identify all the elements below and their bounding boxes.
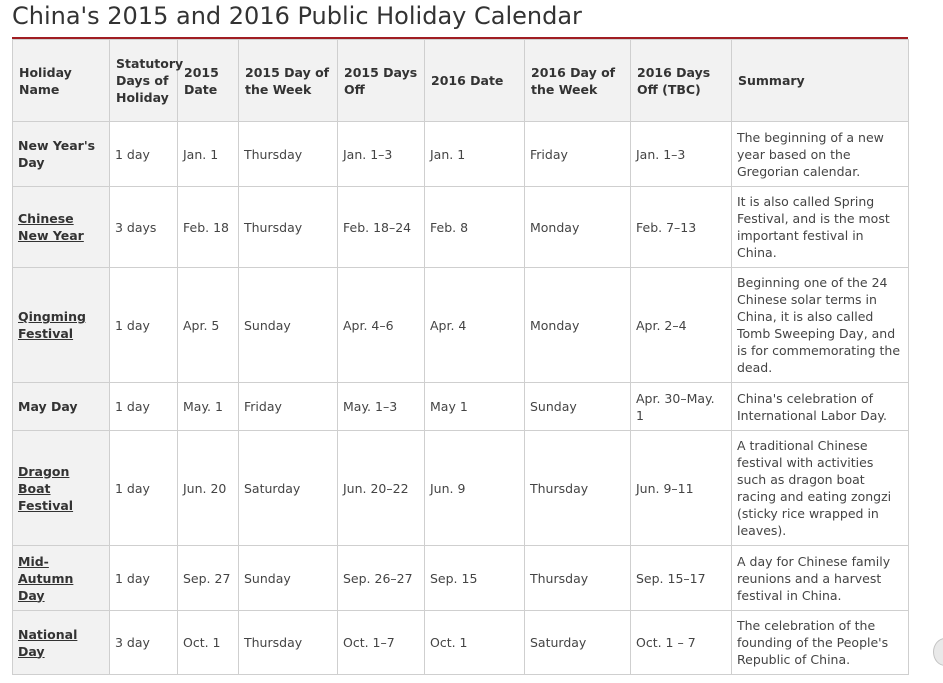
days-off-2016-cell: Oct. 1 – 7 [631,611,732,675]
column-header: Statutory Days of Holiday [110,40,178,122]
table-row [13,187,909,268]
statutory-days-cell: 1 day [110,122,178,187]
date-2016-cell: Oct. 1 [425,611,525,675]
days-off-2016-cell: Jun. 9–11 [631,431,732,546]
days-off-2015-cell: Sep. 26–27 [338,546,425,611]
weekday-2015-cell: Friday [239,383,338,431]
holiday-name-link[interactable]: Dragon Boat Festival [18,463,74,513]
date-2016-cell: Feb. 8 [425,187,525,268]
holiday-name-link[interactable]: Qingming Festival [18,309,86,341]
date-2015-cell: May. 1 [178,383,239,431]
holiday-name: May Day [13,383,110,431]
weekday-2016-cell: Monday [525,187,631,268]
column-header: 2016 Date [425,40,525,122]
holiday-name-cell [13,268,110,383]
statutory-days-cell: 1 day [110,546,178,611]
date-2015-cell: Feb. 18 [178,187,239,268]
days-off-2015-cell: Oct. 1–7 [338,611,425,675]
weekday-2016-cell: Friday [525,122,631,187]
summary-cell: China's celebration of International Labor Day. [732,383,909,431]
column-header: 2015 Day of the Week [239,40,338,122]
weekday-2015-cell: Thursday [239,611,338,675]
days-off-2015-cell: Jun. 20–22 [338,431,425,546]
date-2016-cell: Apr. 4 [425,268,525,383]
date-2016-cell: Sep. 15 [425,546,525,611]
weekday-2015-cell: Thursday [239,187,338,268]
table-row [13,546,909,611]
days-off-2016-cell: Apr. 30–May. 1 [631,383,732,431]
holiday-name-link[interactable]: National Day [18,626,78,659]
weekday-2016-cell: Thursday [525,431,631,546]
days-off-2015-cell: Feb. 18–24 [338,187,425,268]
weekday-2016-cell: Monday [525,268,631,383]
weekday-2016-cell: Saturday [525,611,631,675]
weekday-2015-cell: Thursday [239,122,338,187]
date-2015-cell: Jun. 20 [178,431,239,546]
date-2015-cell: Sep. 27 [178,546,239,611]
statutory-days-cell: 3 days [110,187,178,268]
summary-cell: A traditional Chinese festival with activities such as dragon boat racing and eating zongzi (sticky rice wrapped in leaves). [732,431,909,546]
column-header: 2015 Days Off [338,40,425,122]
page-title: China's 2015 and 2016 Public Holiday Calendar [12,2,582,30]
days-off-2015-cell: Apr. 4–6 [338,268,425,383]
date-2016-cell: Jun. 9 [425,431,525,546]
holiday-name-cell [13,546,110,611]
summary-cell: Beginning one of the 24 Chinese solar terms in China, it is also called Tomb Sweeping Day, and is for commemorating the dead. [732,268,909,383]
date-2016-cell: Jan. 1 [425,122,525,187]
holiday-name-cell [13,611,110,675]
holiday-calendar-table [12,39,909,675]
days-off-2016-cell: Sep. 15–17 [631,546,732,611]
scroll-handle[interactable] [933,638,943,666]
table-row [13,431,909,546]
statutory-days-cell: 1 day [110,383,178,431]
statutory-days-cell: 1 day [110,431,178,546]
column-header: Holiday Name [13,40,110,122]
table-row [13,122,909,187]
table-row [13,268,909,383]
days-off-2015-cell: May. 1–3 [338,383,425,431]
weekday-2015-cell: Saturday [239,431,338,546]
date-2015-cell: Apr. 5 [178,268,239,383]
summary-cell: The celebration of the founding of the People's Republic of China. [732,611,909,675]
column-header: Summary [732,40,909,122]
table-row [13,611,909,675]
holiday-name-cell [13,187,110,268]
summary-cell: It is also called Spring Festival, and is the most important festival in China. [732,187,909,268]
weekday-2016-cell: Sunday [525,383,631,431]
summary-cell: A day for Chinese family reunions and a harvest festival in China. [732,546,909,611]
column-header: 2016 Day of the Week [525,40,631,122]
weekday-2016-cell: Thursday [525,546,631,611]
days-off-2015-cell: Jan. 1–3 [338,122,425,187]
date-2016-cell: May 1 [425,383,525,431]
statutory-days-cell: 1 day [110,268,178,383]
summary-cell: The beginning of a new year based on the Gregorian calendar. [732,122,909,187]
date-2015-cell: Oct. 1 [178,611,239,675]
table-row [13,383,909,431]
holiday-name-link[interactable]: Mid-Autumn Day [18,553,74,603]
date-2015-cell: Jan. 1 [178,122,239,187]
header-row [13,40,909,122]
holiday-name-link[interactable]: Chinese New Year [18,211,84,243]
days-off-2016-cell: Feb. 7–13 [631,187,732,268]
holiday-name: New Year's Day [13,122,110,187]
days-off-2016-cell: Jan. 1–3 [631,122,732,187]
days-off-2016-cell: Apr. 2–4 [631,268,732,383]
weekday-2015-cell: Sunday [239,546,338,611]
column-header: 2016 Days Off (TBC) [631,40,732,122]
weekday-2015-cell: Sunday [239,268,338,383]
column-header: 2015 Date [178,40,239,122]
holiday-name-cell [13,431,110,546]
statutory-days-cell: 3 day [110,611,178,675]
